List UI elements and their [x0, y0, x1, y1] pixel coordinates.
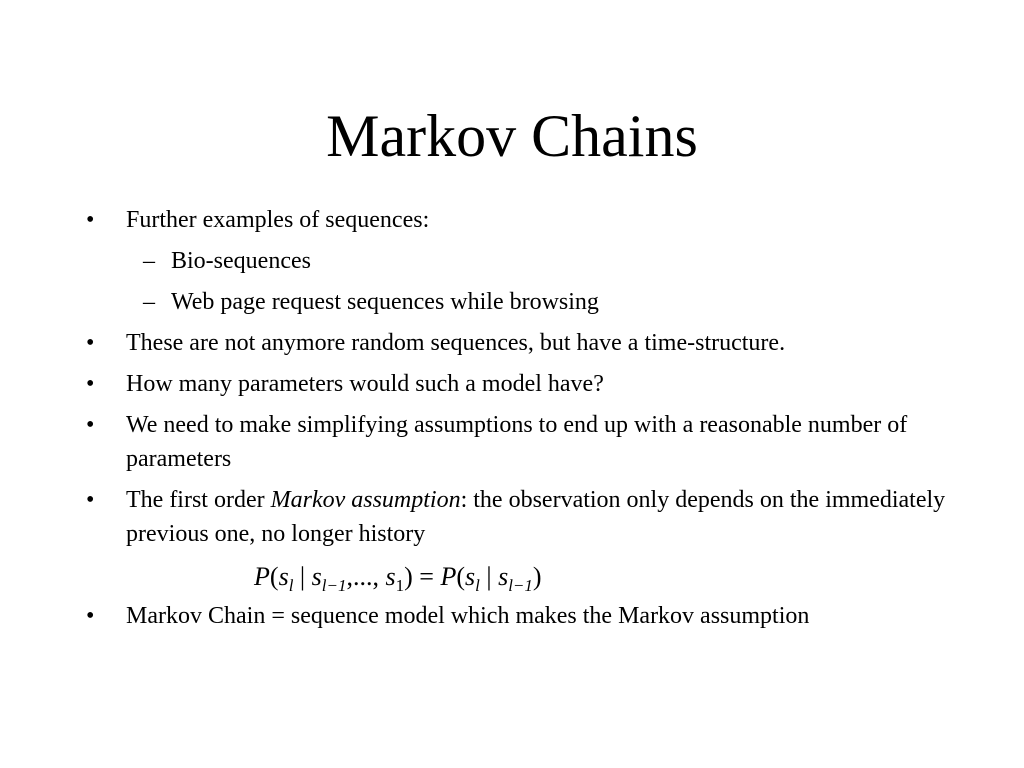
markov-assumption-emphasis: Markov assumption	[270, 487, 461, 513]
sub-bullet-item	[143, 244, 943, 278]
bullet-marker: •	[86, 603, 95, 629]
bullet-item	[86, 408, 966, 476]
bullet-item	[86, 367, 966, 401]
markov-text-after: : the observation only depends on the immediately previous one, no longer history	[126, 487, 946, 547]
bullet-item	[86, 326, 966, 360]
bullet-text: How many parameters would such a model have?	[126, 371, 604, 397]
bullet-text: These are not anymore random sequences, but have a time-structure.	[126, 330, 786, 356]
bullet-item	[86, 599, 966, 633]
bullet-marker: •	[86, 487, 95, 513]
bullet-text: Further examples of sequences:	[126, 207, 430, 233]
formula-subscript: 1	[395, 576, 405, 595]
formula-bar: |	[293, 562, 312, 591]
dash-marker: –	[143, 248, 155, 274]
formula-dots: ,...,	[346, 562, 386, 591]
formula-p: P	[440, 562, 457, 591]
slide-title: Markov Chains	[326, 103, 698, 169]
bullet-item	[86, 203, 966, 237]
bullet-marker: •	[86, 207, 95, 233]
formula-s: s	[385, 562, 396, 591]
formula-paren: (	[456, 562, 465, 591]
bullet-text: Markov Chain = sequence model which makes the Markov assumption	[126, 603, 810, 629]
sub-bullet-text: Bio-sequences	[171, 248, 311, 274]
bullet-text-markov-assumption	[126, 483, 966, 551]
formula-s: s	[311, 562, 322, 591]
formula-subscript: l−1	[321, 576, 347, 595]
bullet-text: We need to make simplifying assumptions to end up with a reasonable number of parameters	[126, 412, 908, 472]
bullet-marker: •	[86, 371, 95, 397]
markov-formula	[254, 560, 542, 600]
bullet-item	[86, 483, 966, 551]
bullet-marker: •	[86, 412, 95, 438]
formula-p: P	[254, 562, 270, 591]
formula-paren: )	[404, 562, 413, 591]
formula-s: s	[278, 562, 289, 591]
formula-paren: (	[269, 562, 279, 591]
formula-subscript: l	[475, 576, 480, 595]
formula-s: s	[465, 562, 476, 591]
dash-marker: –	[143, 289, 155, 315]
sub-bullet-item	[143, 285, 943, 319]
markov-text-before: The first order	[126, 487, 271, 513]
formula-equals: =	[412, 562, 441, 591]
formula-s: s	[498, 562, 509, 591]
formula-subscript: l	[288, 576, 294, 595]
formula-bar: |	[479, 562, 499, 591]
bullet-marker: •	[86, 330, 95, 356]
formula-paren: )	[532, 562, 542, 591]
formula-subscript: l−1	[508, 576, 533, 595]
sub-bullet-text: Web page request sequences while browsing	[171, 289, 599, 315]
